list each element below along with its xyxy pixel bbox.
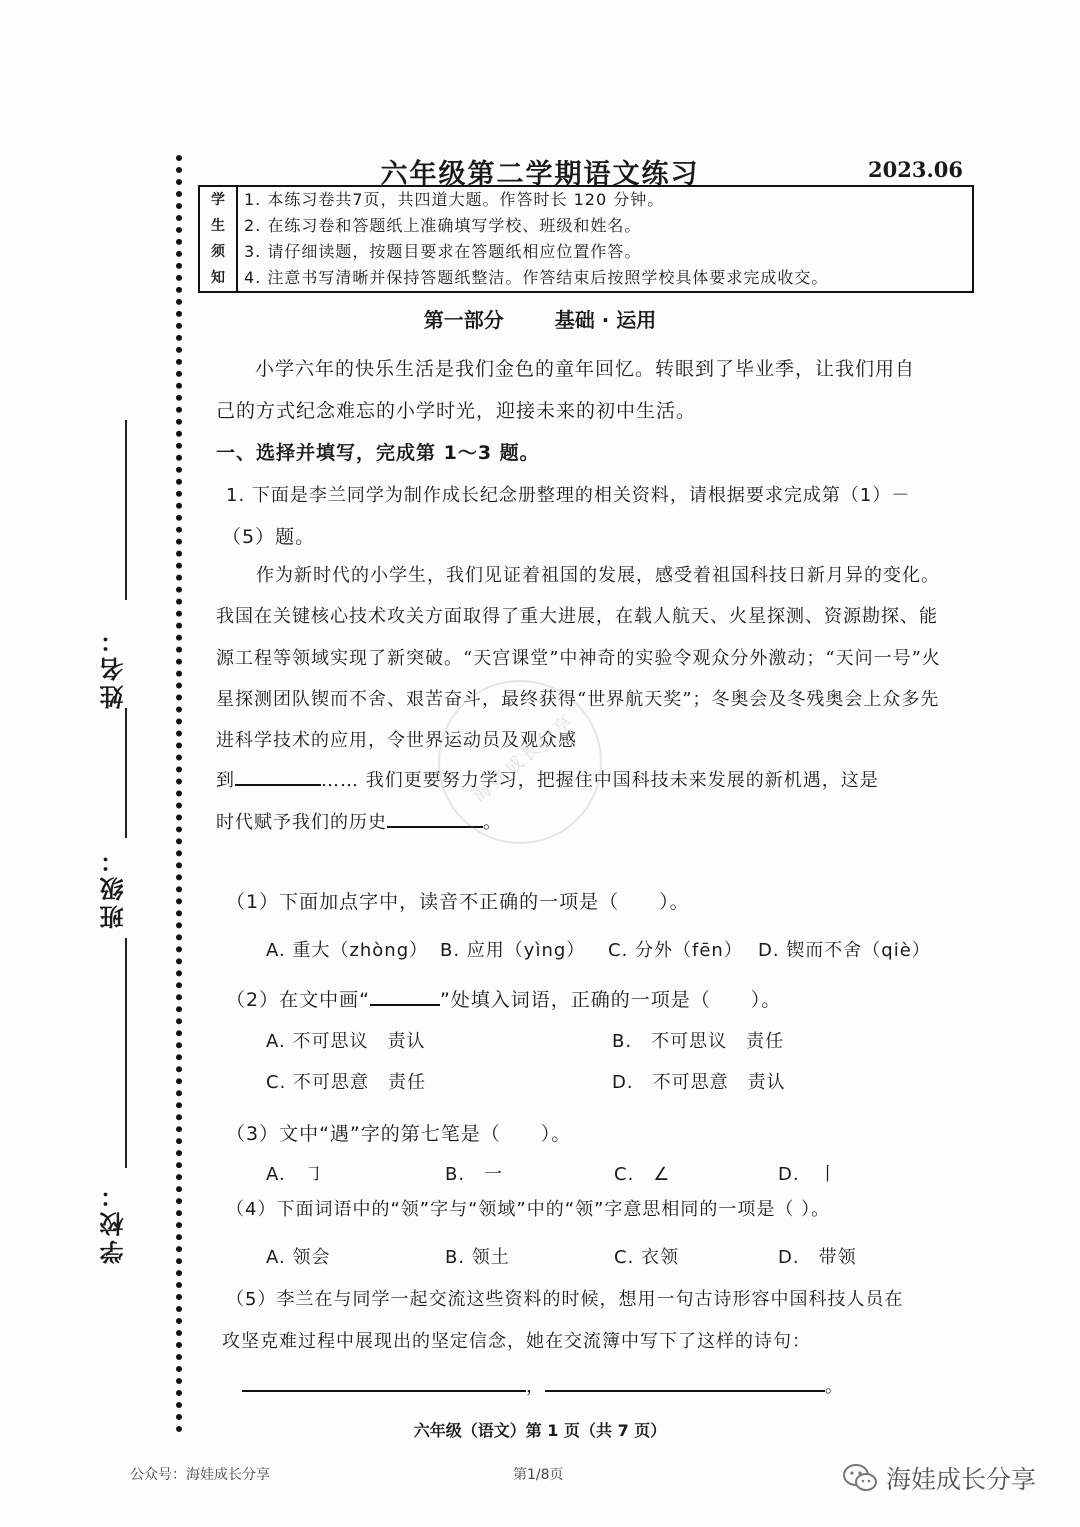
page-counter: 第1/8页 — [513, 1467, 564, 1483]
option[interactable]: D. 带领 — [778, 1247, 857, 1268]
fill-blank[interactable] — [235, 784, 321, 786]
class-label: 班级： — [100, 845, 128, 929]
binding-dotted-line — [176, 155, 182, 1433]
notice-side-char: 知 — [211, 270, 225, 286]
poem-answer-line — [242, 1372, 844, 1398]
notice-side-label — [200, 187, 238, 291]
question-text: ”处填入词语，正确的一项是（ ）。 — [439, 989, 782, 1011]
question-1-line: 1. 下面是李兰同学为制作成长纪念册整理的相关资料，请根据要求完成第（1）－ — [226, 485, 911, 506]
sub-question-5: 攻坚克难过程中展现出的坚定信念，她在交流簿中写下了这样的诗句： — [222, 1331, 811, 1352]
section-heading — [0, 304, 1080, 333]
question-group-heading: 一、选择并填写，完成第 1～3 题。 — [216, 442, 540, 464]
name-label: 姓名： — [100, 625, 128, 709]
notice-item: 2. 在练习卷和答题纸上准确填写学校、班级和姓名。 — [244, 216, 642, 235]
option[interactable]: D. 锲而不舍（qiè） — [758, 940, 931, 961]
passage-text: 。 — [483, 812, 502, 833]
option[interactable]: A. 领会 — [266, 1247, 331, 1268]
option[interactable]: B. 不可思议 责任 — [612, 1031, 785, 1052]
page-title: 六年级第二学期语文练习 — [380, 159, 700, 190]
notice-item: 3. 请仔细读题，按题目要求在答题纸相应位置作答。 — [244, 242, 642, 261]
school-field-line — [125, 938, 127, 1168]
brand-text: 海娃成长分享 — [886, 1465, 1037, 1494]
notice-side-char: 生 — [211, 218, 225, 234]
notice-side-char: 须 — [211, 244, 225, 260]
option[interactable]: B. 领土 — [445, 1247, 510, 1268]
sub-question-4: （4）下面词语中的“领”字与“领域”中的“领”字意思相同的一项是（ ）。 — [226, 1199, 831, 1220]
student-notice-box — [198, 185, 974, 293]
exam-date: 2023.06 — [868, 157, 963, 182]
sub-question-5: （5）李兰在与同学一起交流这些资料的时候，想用一句古诗形容中国科技人员在 — [226, 1289, 904, 1310]
poem-blank-2[interactable] — [545, 1390, 825, 1392]
question-1-line: （5）题。 — [222, 526, 316, 548]
notice-side-char: 学 — [211, 192, 225, 208]
poem-blank-1[interactable] — [242, 1390, 526, 1392]
option[interactable]: A. 不可思议 责认 — [266, 1031, 426, 1052]
option[interactable]: C. 衣领 — [614, 1247, 680, 1268]
brand-watermark — [842, 1460, 1036, 1496]
notice-item: 4. 注意书写清晰并保持答题纸整洁。作答结束后按照学校具体要求完成收交。 — [244, 268, 829, 287]
passage-text: 时代赋予我们的历史 — [216, 812, 387, 833]
question-text: （2）在文中画“ — [226, 989, 370, 1011]
option[interactable]: C. 不可思意 责任 — [266, 1072, 427, 1093]
sub-question-2 — [226, 985, 781, 1012]
fill-blank — [370, 1004, 440, 1006]
watermark-stamp — [438, 680, 602, 844]
passage-text: 到 — [216, 770, 235, 791]
notice-item: 1. 本练习卷共7页，共四道大题。作答时长 120 分钟。 — [244, 190, 665, 209]
wechat-icon — [842, 1463, 878, 1493]
name-field-line — [125, 420, 127, 600]
option[interactable]: A. ㇆ — [266, 1164, 324, 1185]
intro-line: 己的方式纪念难忘的小学时光，迎接未来的初中生活。 — [216, 400, 697, 422]
comma: ， — [526, 1376, 545, 1397]
option[interactable]: D. 丨 — [778, 1164, 838, 1185]
account-watermark: 公众号：海娃成长分享 — [130, 1467, 270, 1483]
sub-question-1: （1）下面加点字中，读音不正确的一项是（ ）。 — [226, 891, 690, 913]
passage-text: …… 我们更要努力学习，把握住中国科技未来发展的新机遇，这是 — [321, 770, 879, 791]
page-footer: 六年级（语文）第 1 页（共 7 页） — [413, 1421, 667, 1440]
option[interactable]: C. ∠ — [614, 1164, 671, 1185]
intro-line: 小学六年的快乐生活是我们金色的童年回忆。转眼到了毕业季，让我们用自 — [255, 358, 916, 380]
option[interactable]: B. 应用（yìng） — [440, 940, 586, 961]
school-label: 学校： — [100, 1180, 128, 1264]
option[interactable]: A. 重大（zhòng） — [266, 940, 429, 961]
section-name: 基础 · 运用 — [554, 308, 657, 332]
option[interactable]: B. 一 — [445, 1164, 504, 1185]
reading-passage: 作为新时代的小学生，我们见证着祖国的发展，感受着祖国科技日新月异的变化。我国在关键核心技术攻关方面取得了重大进展，在载人航天、火星探测、资源勘探、能源工程等领域实现了新突破。“天宫课堂”中神奇的实验令观众分外激动；“天问一号”火星探测团队锲而不舍、艰苦奋斗，最终获得“世界航天奖”；冬奥会及冬残奥会上众多先进科学技术的应用，令世界运动员及观众感 — [216, 565, 941, 752]
watermark-stamp-text: 海娃成长分享 — [468, 709, 579, 807]
class-field-line — [125, 708, 127, 838]
section-part: 第一部分 — [423, 308, 504, 332]
period: 。 — [825, 1376, 844, 1397]
sub-question-3: （3）文中“遇”字的第七笔是（ ）。 — [226, 1123, 572, 1145]
option[interactable]: C. 分外（fēn） — [608, 940, 743, 961]
option[interactable]: D. 不可思意 责认 — [612, 1072, 786, 1093]
